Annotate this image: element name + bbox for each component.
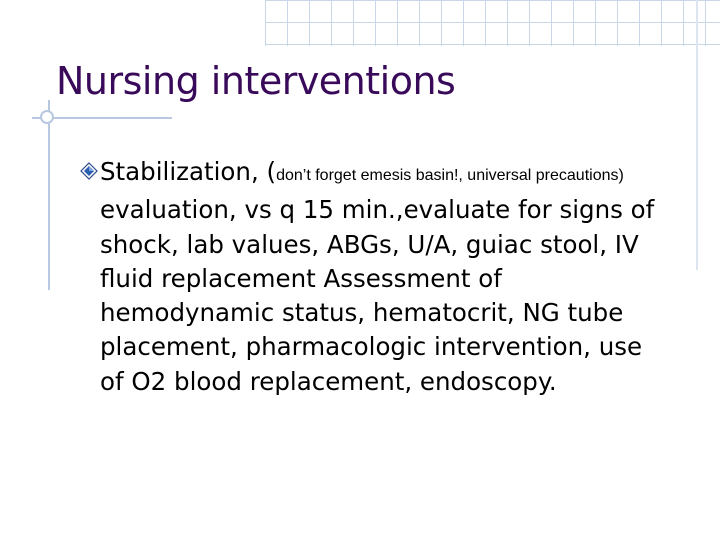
bullet-text-lead: Stabilization, ( — [100, 157, 277, 186]
bullet-text-aside: don’t forget emesis basin!, universal precautions) — [276, 167, 624, 184]
bullet-text — [100, 155, 670, 399]
header-grid-decoration — [265, 0, 720, 46]
diamond-bullet-icon — [80, 162, 98, 180]
left-vertical-rule — [48, 100, 50, 290]
bullet-text-body: evaluation, vs q 15 min.,evaluate for signs of shock, lab values, ABGs, U/A, guiac stool, IV fluid replacement Assessment of hemodynamic status, hematocrit, NG tube placement, pharmacologic intervention, use of O2 blood replacement, endoscopy. — [100, 195, 655, 396]
slide-title: Nursing interventions — [56, 59, 456, 103]
crosshair-circle-icon — [40, 110, 54, 124]
right-divider-line — [696, 0, 698, 270]
